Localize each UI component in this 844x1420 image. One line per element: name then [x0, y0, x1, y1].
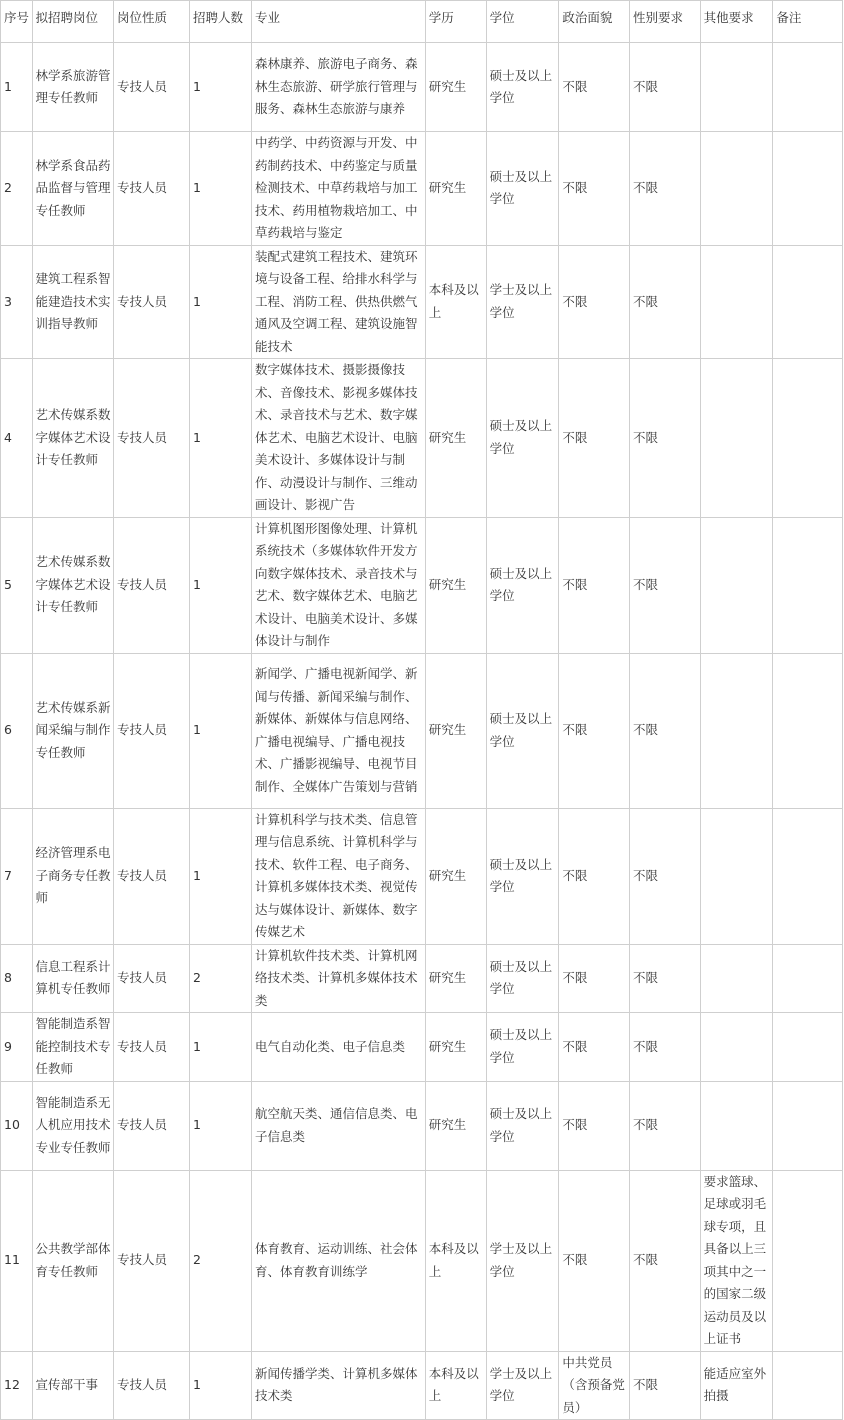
cell-other	[700, 1013, 773, 1082]
cell-no: 5	[1, 517, 33, 653]
cell-degree: 学士及以上学位	[486, 1351, 559, 1420]
cell-post: 信息工程系计算机专任教师	[32, 944, 113, 1013]
cell-nature: 专技人员	[113, 944, 189, 1013]
cell-nature: 专技人员	[113, 653, 189, 808]
cell-note	[773, 653, 843, 808]
cell-post: 艺术传媒系新闻采编与制作专任教师	[32, 653, 113, 808]
cell-note	[773, 1351, 843, 1420]
cell-major: 新闻学、广播电视新闻学、新闻与传播、新闻采编与制作、新媒体、新媒体与信息网络、广播电视编导、广播电视技术、广播影视编导、电视节目制作、全媒体广告策划与营销	[251, 653, 425, 808]
cell-nature: 专技人员	[113, 245, 189, 359]
cell-gender: 不限	[629, 1081, 700, 1170]
cell-count: 1	[190, 1351, 252, 1420]
cell-major: 新闻传播学类、计算机多媒体技术类	[251, 1351, 425, 1420]
cell-gender: 不限	[629, 245, 700, 359]
cell-education: 研究生	[425, 944, 486, 1013]
cell-note	[773, 359, 843, 518]
cell-degree: 学士及以上学位	[486, 1170, 559, 1351]
cell-education: 研究生	[425, 43, 486, 132]
cell-post: 艺术传媒系数字媒体艺术设计专任教师	[32, 359, 113, 518]
cell-degree: 硕士及以上学位	[486, 944, 559, 1013]
cell-no: 7	[1, 808, 33, 944]
cell-post: 公共教学部体育专任教师	[32, 1170, 113, 1351]
cell-note	[773, 1081, 843, 1170]
cell-education: 研究生	[425, 1013, 486, 1082]
header-row	[1, 1, 843, 43]
header-gender: 性别要求	[629, 1, 700, 43]
cell-degree: 硕士及以上学位	[486, 1081, 559, 1170]
cell-no: 10	[1, 1081, 33, 1170]
cell-other	[700, 653, 773, 808]
cell-education: 研究生	[425, 1081, 486, 1170]
table-row	[1, 1081, 843, 1170]
table-row	[1, 808, 843, 944]
header-degree: 学位	[486, 1, 559, 43]
cell-count: 1	[190, 132, 252, 246]
cell-note	[773, 132, 843, 246]
cell-major: 装配式建筑工程技术、建筑环境与设备工程、给排水科学与工程、消防工程、供热供燃气通风及空调工程、建筑设施智能技术	[251, 245, 425, 359]
cell-other	[700, 132, 773, 246]
cell-political: 不限	[559, 944, 630, 1013]
cell-no: 9	[1, 1013, 33, 1082]
cell-political: 不限	[559, 1013, 630, 1082]
cell-political: 不限	[559, 43, 630, 132]
header-count: 招聘人数	[190, 1, 252, 43]
cell-major: 体育教育、运动训练、社会体育、体育教育训练学	[251, 1170, 425, 1351]
cell-count: 1	[190, 245, 252, 359]
cell-no: 4	[1, 359, 33, 518]
cell-political: 不限	[559, 1081, 630, 1170]
cell-gender: 不限	[629, 944, 700, 1013]
cell-post: 智能制造系无人机应用技术专业专任教师	[32, 1081, 113, 1170]
cell-political: 不限	[559, 359, 630, 518]
cell-major: 数字媒体技术、摄影摄像技术、音像技术、影视多媒体技术、录音技术与艺术、数字媒体艺术、电脑艺术设计、电脑美术设计、多媒体设计与制作、动漫设计与制作、三维动画设计、影视广告	[251, 359, 425, 518]
header-post: 拟招聘岗位	[32, 1, 113, 43]
cell-no: 6	[1, 653, 33, 808]
cell-other	[700, 808, 773, 944]
cell-gender: 不限	[629, 517, 700, 653]
cell-nature: 专技人员	[113, 1351, 189, 1420]
cell-degree: 硕士及以上学位	[486, 1013, 559, 1082]
cell-note	[773, 1013, 843, 1082]
table-row	[1, 653, 843, 808]
cell-no: 2	[1, 132, 33, 246]
cell-count: 1	[190, 1081, 252, 1170]
cell-post: 宣传部干事	[32, 1351, 113, 1420]
cell-no: 3	[1, 245, 33, 359]
cell-degree: 硕士及以上学位	[486, 517, 559, 653]
cell-degree: 硕士及以上学位	[486, 808, 559, 944]
cell-nature: 专技人员	[113, 1013, 189, 1082]
cell-gender: 不限	[629, 132, 700, 246]
cell-note	[773, 517, 843, 653]
cell-degree: 学士及以上学位	[486, 245, 559, 359]
cell-post: 林学系旅游管理专任教师	[32, 43, 113, 132]
cell-education: 本科及以上	[425, 245, 486, 359]
table-row	[1, 944, 843, 1013]
cell-no: 8	[1, 944, 33, 1013]
cell-post: 林学系食品药品监督与管理专任教师	[32, 132, 113, 246]
header-nature: 岗位性质	[113, 1, 189, 43]
cell-note	[773, 43, 843, 132]
cell-other	[700, 1081, 773, 1170]
cell-nature: 专技人员	[113, 1170, 189, 1351]
cell-nature: 专技人员	[113, 43, 189, 132]
cell-post: 智能制造系智能控制技术专任教师	[32, 1013, 113, 1082]
header-education: 学历	[425, 1, 486, 43]
cell-nature: 专技人员	[113, 517, 189, 653]
cell-degree: 硕士及以上学位	[486, 359, 559, 518]
table-row	[1, 517, 843, 653]
table-row	[1, 43, 843, 132]
cell-major: 航空航天类、通信信息类、电子信息类	[251, 1081, 425, 1170]
cell-gender: 不限	[629, 1351, 700, 1420]
cell-post: 经济管理系电子商务专任教师	[32, 808, 113, 944]
header-major: 专业	[251, 1, 425, 43]
cell-political: 中共党员（含预备党员）	[559, 1351, 630, 1420]
cell-note	[773, 245, 843, 359]
cell-education: 研究生	[425, 808, 486, 944]
table-row	[1, 1170, 843, 1351]
cell-post: 建筑工程系智能建造技术实训指导教师	[32, 245, 113, 359]
cell-degree: 硕士及以上学位	[486, 653, 559, 808]
table-row	[1, 132, 843, 246]
table-row	[1, 1013, 843, 1082]
cell-no: 11	[1, 1170, 33, 1351]
cell-note	[773, 1170, 843, 1351]
cell-major: 电气自动化类、电子信息类	[251, 1013, 425, 1082]
header-no: 序号	[1, 1, 33, 43]
cell-political: 不限	[559, 653, 630, 808]
table-row	[1, 359, 843, 518]
cell-post: 艺术传媒系数字媒体艺术设计专任教师	[32, 517, 113, 653]
cell-political: 不限	[559, 245, 630, 359]
header-other: 其他要求	[700, 1, 773, 43]
cell-nature: 专技人员	[113, 359, 189, 518]
cell-education: 研究生	[425, 359, 486, 518]
header-note: 备注	[773, 1, 843, 43]
cell-gender: 不限	[629, 1013, 700, 1082]
cell-other	[700, 517, 773, 653]
cell-note	[773, 944, 843, 1013]
cell-note	[773, 808, 843, 944]
cell-count: 1	[190, 1013, 252, 1082]
cell-count: 1	[190, 808, 252, 944]
cell-other: 能适应室外拍摄	[700, 1351, 773, 1420]
cell-education: 研究生	[425, 132, 486, 246]
cell-major: 计算机图形图像处理、计算机系统技术（多媒体软件开发方向数字媒体技术、录音技术与艺术、数字媒体艺术、电脑艺术设计、电脑美术设计、多媒体设计与制作	[251, 517, 425, 653]
cell-other	[700, 359, 773, 518]
cell-degree: 硕士及以上学位	[486, 43, 559, 132]
table-row	[1, 1351, 843, 1420]
header-political: 政治面貌	[559, 1, 630, 43]
cell-political: 不限	[559, 808, 630, 944]
cell-no: 1	[1, 43, 33, 132]
cell-gender: 不限	[629, 43, 700, 132]
cell-political: 不限	[559, 1170, 630, 1351]
cell-nature: 专技人员	[113, 808, 189, 944]
cell-count: 1	[190, 653, 252, 808]
cell-gender: 不限	[629, 808, 700, 944]
cell-education: 研究生	[425, 653, 486, 808]
cell-count: 2	[190, 1170, 252, 1351]
cell-gender: 不限	[629, 1170, 700, 1351]
cell-degree: 硕士及以上学位	[486, 132, 559, 246]
cell-other	[700, 245, 773, 359]
cell-nature: 专技人员	[113, 1081, 189, 1170]
cell-education: 本科及以上	[425, 1170, 486, 1351]
cell-gender: 不限	[629, 653, 700, 808]
cell-education: 本科及以上	[425, 1351, 486, 1420]
cell-other: 要求篮球、足球或羽毛球专项，且具备以上三项其中之一的国家二级运动员及以上证书	[700, 1170, 773, 1351]
cell-count: 2	[190, 944, 252, 1013]
cell-political: 不限	[559, 132, 630, 246]
cell-education: 研究生	[425, 517, 486, 653]
cell-count: 1	[190, 359, 252, 518]
cell-political: 不限	[559, 517, 630, 653]
cell-major: 森林康养、旅游电子商务、森林生态旅游、研学旅行管理与服务、森林生态旅游与康养	[251, 43, 425, 132]
cell-count: 1	[190, 43, 252, 132]
cell-major: 中药学、中药资源与开发、中药制药技术、中药鉴定与质量检测技术、中草药栽培与加工技术、药用植物栽培加工、中草药栽培与鉴定	[251, 132, 425, 246]
cell-no: 12	[1, 1351, 33, 1420]
cell-count: 1	[190, 517, 252, 653]
cell-major: 计算机科学与技术类、信息管理与信息系统、计算机科学与技术、软件工程、电子商务、计算机多媒体技术类、视觉传达与媒体设计、新媒体、数字传媒艺术	[251, 808, 425, 944]
table-row	[1, 245, 843, 359]
cell-gender: 不限	[629, 359, 700, 518]
cell-other	[700, 944, 773, 1013]
cell-major: 计算机软件技术类、计算机网络技术类、计算机多媒体技术类	[251, 944, 425, 1013]
cell-nature: 专技人员	[113, 132, 189, 246]
cell-other	[700, 43, 773, 132]
